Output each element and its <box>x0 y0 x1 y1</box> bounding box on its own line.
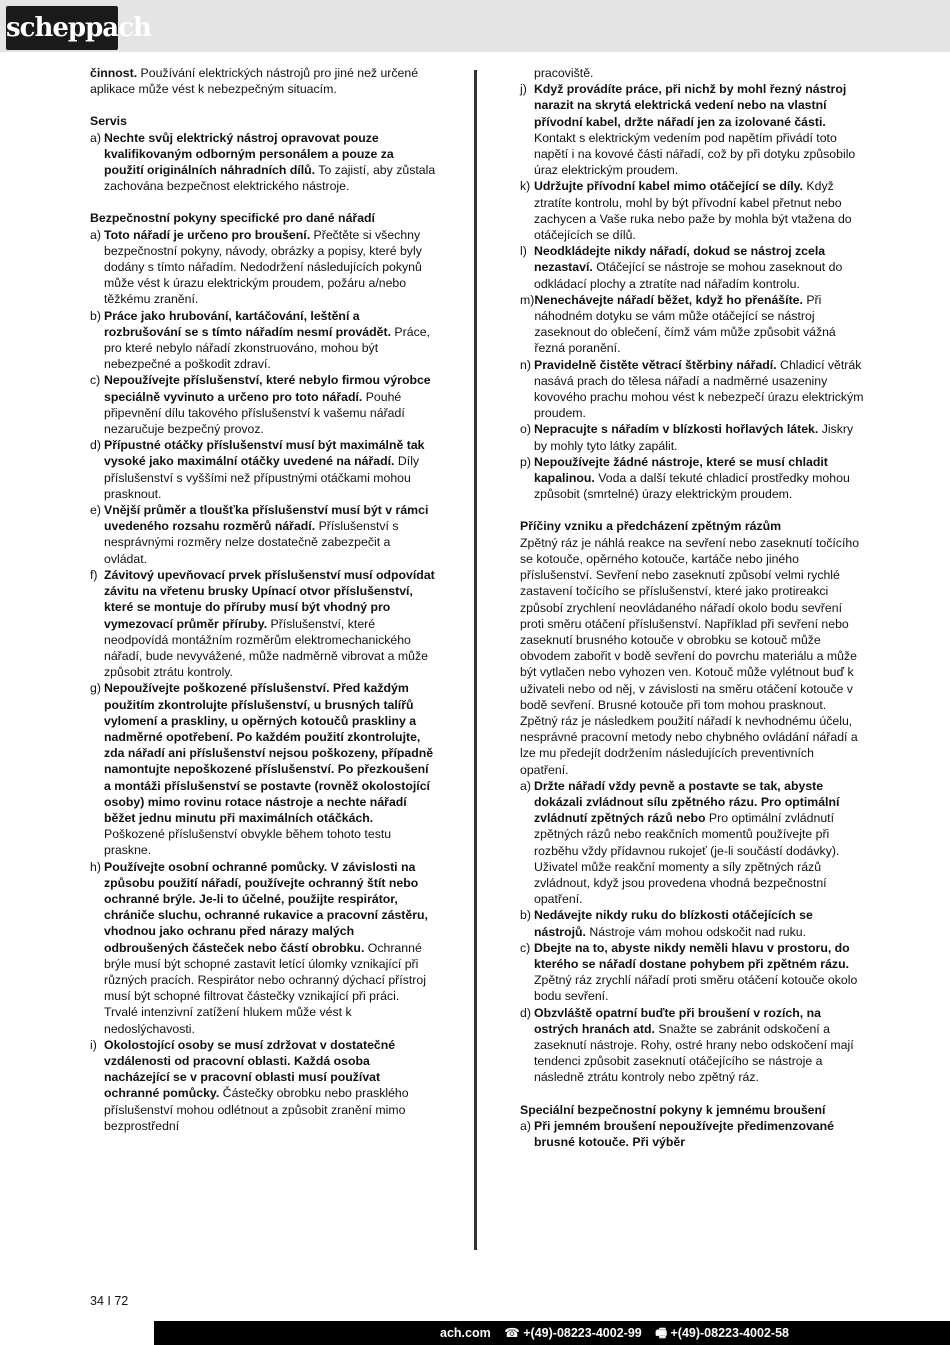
bold-text: Neodkládejte nikdy nářadí, dokud se nástroj zcela nezastaví. <box>534 244 826 275</box>
list-item <box>90 680 436 858</box>
bold-text: Nedávejte nikdy ruku do blízkosti otáčejících se nástrojů. <box>534 908 813 939</box>
list-item-body <box>104 680 436 858</box>
body-text: Snažte se zabránit odskočení a zaseknutí nástroje. Rohy, ostré hrany nebo odskočení mají tendenci způsobit zaseknutí otáčejícího se nástroje a následně ztrátu kontroly nebo zpětný ráz. <box>534 1021 854 1085</box>
list-item-label: j) <box>520 82 527 97</box>
list-item-label: p) <box>520 454 531 469</box>
body-text: Při náhodném dotyku se vám může otáčející se nástroj zaseknout do oblečení, čímž vám může způsobit vážná řezná poranění. <box>534 292 836 356</box>
scheppach-logo <box>6 6 151 50</box>
paragraph <box>520 65 865 81</box>
bold-text: Závitový upevňovací prvek příslušenství musí odpovídat závitu na vřetenu brusky Upínací otvor příslušenství, které se montuje do příruby musí být vhodný pro vymezovací průměr příruby. <box>104 567 435 631</box>
list-item <box>520 178 865 243</box>
body-text: Poškozené příslušenství obvykle během tohoto testu praskne. <box>104 827 392 858</box>
list-item-body <box>104 859 436 1037</box>
list-item <box>520 421 865 453</box>
bold-text: Při jemném broušení nepoužívejte předimenzované brusné kotouče. Při výběr <box>534 1118 834 1149</box>
body-text: Příslušenství s nesprávnými rozměry nelze dostatečně zabezpečit a ovládat. <box>104 519 399 566</box>
bold-text: Udržujte přívodní kabel mimo otáčející se díly. <box>534 179 804 194</box>
list-item-label: g) <box>90 681 101 696</box>
list-item-label: a) <box>520 1118 531 1133</box>
paragraph <box>520 535 865 778</box>
body-text: Zpětný ráz zrychlí nářadí proti směru otáčení kotouče okolo bodu sevření. <box>534 973 858 1004</box>
spacer <box>90 97 436 113</box>
page-header <box>0 0 950 52</box>
list-item-label: d) <box>90 438 101 453</box>
list-item-label: m) <box>520 292 535 307</box>
bold-text: Práce jako hrubování, kartáčování, leštění a rozbrušování se s tímto nářadím nesmí provádět. <box>104 308 392 339</box>
list-item-label: h) <box>90 859 101 874</box>
list-item-body <box>534 81 865 178</box>
list-item <box>520 243 865 292</box>
body-text: Přečtěte si všechny bezpečnostní pokyny, návody, obrázky a popisy, které byly dodány s tímto nářadím. Nedodržení následujících pokynů může vést k úrazu elektrickým proudem, požáru a/nebo těžkému zranění. <box>104 227 422 307</box>
list-item-label: c) <box>90 373 101 388</box>
list-item-body <box>534 1005 865 1086</box>
list-item <box>90 227 436 308</box>
body-text: Pouhé připevnění dílu takového příslušenství k vašemu nářadí nezaručuje bezpečný provoz. <box>104 389 405 437</box>
list-item <box>90 130 436 195</box>
list-item <box>520 357 865 422</box>
section-heading: Bezpečnostní pokyny specifické pro dané nářadí <box>90 211 375 226</box>
list-item-label: f) <box>90 567 98 582</box>
bold-text: Nepoužívejte příslušenství, které nebylo firmou výrobce speciálně vyvinuto a určeno pro toto nářadí. <box>104 373 431 404</box>
bold-text: Toto nářadí je určeno pro broušení. <box>104 227 311 242</box>
list-item <box>520 454 865 503</box>
list-item-label: n) <box>520 357 531 372</box>
section-heading: Příčiny vzniku a předcházení zpětným rázům <box>520 519 782 534</box>
bold-text: Dbejte na to, abyste nikdy neměli hlavu v prostoru, do kterého se nářadí dostane pohybem při zpětném rázu. <box>534 940 850 971</box>
body-text: To zajistí, aby zůstala zachována bezpečnost elektrického nástroje. <box>104 163 436 194</box>
body-text: Kontakt s elektrickým vedením pod napětím přivádí toto napětí i na kovové části nářadí, což by při dotyku způsobilo úraz elektrickým proudem. <box>534 130 856 178</box>
list-item-label: d) <box>520 1005 531 1020</box>
body-text: Ochranné brýle musí být schopné zastavit letící úlomky vznikající při různých pracích. Respirátor nebo ochranný dýchací přístroj musí být schopné filtrovat částečky vznikající při práci. Trvalé intenzivní zatížení hlukem může vést k nedoslýchavosti. <box>104 940 426 1036</box>
list-item <box>90 567 436 680</box>
list-item-body <box>534 357 865 422</box>
spacer <box>520 1086 865 1102</box>
list-item <box>520 778 865 908</box>
list-item-label: b) <box>520 908 531 923</box>
bold-text: Když provádíte práce, při nichž by mohl řezný nástroj narazit na skrytá elektrická vedení nebo na vlastní přívodní kabel, držte nářadí jen za izolované části. <box>534 82 847 129</box>
list-item-label: o) <box>520 422 531 437</box>
bold-text: Nepracujte s nářadím v blízkosti hořlavých látek. <box>534 422 819 437</box>
bold-text: Obzvláště opatrní buďte při broušení v rozích, na ostrých hranách atd. <box>534 1005 821 1036</box>
left-column <box>90 65 436 1134</box>
list-item-body <box>104 437 436 502</box>
list-item-body <box>104 130 436 195</box>
bold-text: Používejte osobní ochranné pomůcky. V závislosti na způsobu použití nářadí, používejte ochranný štít nebo ochranné brýle. Je-li to účelné, použijte respirátor, chrániče sluchu, ochranné rukavice a pracovní zástěru, vhodnou jako ochranu před nárazy malých odbroušených částeček nebo částí obrobku. <box>104 859 428 955</box>
right-column <box>520 65 865 1150</box>
bold-text: Pravidelně čistěte větrací štěrbiny nářadí. <box>534 357 777 372</box>
bold-text: Okolostojící osoby se musí zdržovat v dostatečné vzdálenosti od pracovní oblasti. Každá osoba nacházející se v pracovní oblasti musí používat ochranné pomůcky. <box>104 1037 396 1101</box>
list-item-body <box>534 454 865 503</box>
bold-text: Nepoužívejte žádné nástroje, které se musí chladit kapalinou. <box>534 454 828 486</box>
page-number: 34 I 72 <box>90 1294 129 1308</box>
spacer <box>520 502 865 518</box>
list-item-body <box>104 567 436 680</box>
footer-fax: 🖷 +(49)-08223-4002-58 <box>655 1326 789 1340</box>
body-text: Jiskry by mohly tyto látky zapálit. <box>534 422 854 453</box>
list-item-body <box>104 227 436 308</box>
body-text: Otáčející se nástroje se mohou zaseknout do odkládací plochy a ztratíte nad nářadím kontrolu. <box>534 260 843 291</box>
list-item-body <box>104 372 436 437</box>
list-item-body <box>534 778 865 908</box>
list-item <box>90 308 436 373</box>
list-item-label: a) <box>90 227 101 242</box>
list-item <box>520 907 865 939</box>
bold-text: Přípustné otáčky příslušenství musí být maximálně tak vysoké jako maximální otáčky uvedené na nářadí. <box>104 438 425 469</box>
bold-text: Držte nářadí vždy pevně a postavte se tak, abyste dokázali zvládnout sílu zpětného rázu. Pro optimální zvládnutí zpětných rázů nebo <box>534 778 840 826</box>
list-item-label: i) <box>90 1037 97 1052</box>
body-text: Voda a další tekuté chladicí prostředky mohou způsobit (smrtelné) úrazy elektrickým proudem. <box>534 471 850 502</box>
list-item-body <box>104 502 436 567</box>
body-text: Když ztratíte kontrolu, mohl by být přívodní kabel přetnut nebo zachycen a Vaše ruka nebo paže by mohla být vtažena do otáčejících se dílů. <box>534 179 852 243</box>
body-text: Používání elektrických nástrojů pro jiné než určené aplikace může vést k nebezpečným situacím. <box>90 66 419 97</box>
list-item-label: l) <box>520 244 527 259</box>
body-text: Pro optimální zvládnutí zpětných rázů nebo reakčních momentů používejte při rozběhu vždy přídavnou rukojeť (je-li součástí dodávky). Uživatel může reakční momenty a síly zpětných rázů zvládnout, když jsou provedena vhodná bezpečnostní opatření. <box>534 811 840 907</box>
logo-text: scheppach <box>6 13 151 43</box>
body-text: Díly příslušenství s vyššími než přípustnými otáčkami mohou prasknout. <box>104 454 420 501</box>
body-text: Příslušenství, které neodpovídá montážním rozměrům elektromechanického nářadí, bude nevyvážené, může nadměrně vibrovat a může způsobit ztrátu kontroly. <box>104 616 429 680</box>
list-item-body <box>104 308 436 373</box>
list-item-label: b) <box>90 308 101 323</box>
list-item-body <box>534 907 865 939</box>
list-item <box>90 859 436 1037</box>
list-item-label: k) <box>520 179 531 194</box>
list-item <box>90 502 436 567</box>
paragraph <box>90 65 436 97</box>
list-item <box>520 1005 865 1086</box>
list-item-body <box>534 292 865 357</box>
body-text: Práce, pro které nebylo nářadí zkonstruováno, mohou být nebezpečné a poškodit zdraví. <box>104 324 430 372</box>
list-item <box>520 940 865 1005</box>
section-heading: Speciální bezpečnostní pokyny k jemnému broušení <box>520 1102 826 1117</box>
footer-web: ach.com <box>440 1326 491 1340</box>
list-item-label: a) <box>520 778 531 793</box>
list-item <box>520 81 865 178</box>
body-text: Částečky obrobku nebo prasklého příslušenství mohou odlétnout a způsobit zranění mimo bezprostřední <box>104 1086 409 1133</box>
section-heading: Servis <box>90 114 127 129</box>
page-footer <box>0 1321 950 1345</box>
footer-contact <box>440 1321 799 1345</box>
list-item-label: e) <box>90 503 101 518</box>
list-item-body <box>534 940 865 1005</box>
bold-text: činnost. <box>90 66 138 80</box>
bold-text: Nenechávejte nářadí běžet, když ho přenášíte. <box>534 292 803 307</box>
list-item-body <box>534 421 865 453</box>
spacer <box>90 194 436 210</box>
list-item <box>90 1037 436 1134</box>
body-text: pracoviště. <box>534 66 594 80</box>
list-item <box>520 292 865 357</box>
bold-text: Nechte svůj elektrický nástroj opravovat pouze kvalifikovaným odborným personálem a pouze za použití originálních náhradních dílů. <box>104 130 394 178</box>
list-item <box>90 437 436 502</box>
list-item-body <box>534 1118 865 1150</box>
list-item <box>90 372 436 437</box>
bold-text: Nepoužívejte poškozené příslušenství. Před každým použitím zkontrolujte příslušenství, u brusných talířů vylomení a praskliny, u opěrných kotoučů praskliny a nadměrné opotřebení. Po každém použití zkontrolujte, zda nářadí ani příslušenství nejsou poškozeny, případně namontujte nepoškozené příslušenství. Po přezkoušení a montáži příslušenství se postavte (rovněž okolostojící osoby) mimo rovinu rotace nástroje a nechte nářadí běžet jednu minutu při maximálních otáčkách. <box>104 681 434 825</box>
list-item <box>520 1118 865 1150</box>
body-text: Zpětný ráz je náhlá reakce na sevření nebo zaseknutí točícího se kotouče, opěrného kotouče, kartáče nebo jiného příslušenství. Sevření nebo zaseknutí způsobí velmi rychlé zastavení točícího se příslušenství, které jako protireakci způsobí zrychlení neovládaného nářadí okolo bodu sevření proti směru otáčení příslušenství. Například při sevření nebo zaseknutí brusného kotouče v obrobku se kotouč může obvodem zabořit v bodě sevření do povrchu materiálu a může být vytlačen nebo vyhozen ven. Kotouč může vylétnout buď k uživateli nebo od něj, v závislosti na směru otáčení kotouče v bodě sevření. Brusné kotouče při tom mohou prasknout. Zpětný ráz je následkem použití nářadí k nevhodnému účelu, nesprávné pracovní metody nebo chybného ovládání nářadí a lze mu předejít dodržením následujících preventivních opatření. <box>520 535 860 777</box>
footer-white-block <box>0 1321 154 1345</box>
body-text: Chladicí větrák nasává prach do tělesa nářadí a nadměrné usazeniny kovového prachu mohou vést k nebezpečí úrazu elektrickým proudem. <box>534 357 864 421</box>
list-item-body <box>104 1037 436 1134</box>
column-divider <box>474 70 477 1250</box>
list-item-body <box>534 178 865 243</box>
list-item-label: a) <box>90 130 101 145</box>
bold-text: Vnější průměr a tloušťka příslušenství musí být v rámci uvedeného rozsahu rozměrů nářadí. <box>104 503 429 534</box>
body-text: Nástroje vám mohou odskočit nad ruku. <box>585 924 807 939</box>
list-item-body <box>534 243 865 292</box>
footer-phone: ☎ +(49)-08223-4002-99 <box>504 1326 642 1340</box>
list-item-label: c) <box>520 940 531 955</box>
